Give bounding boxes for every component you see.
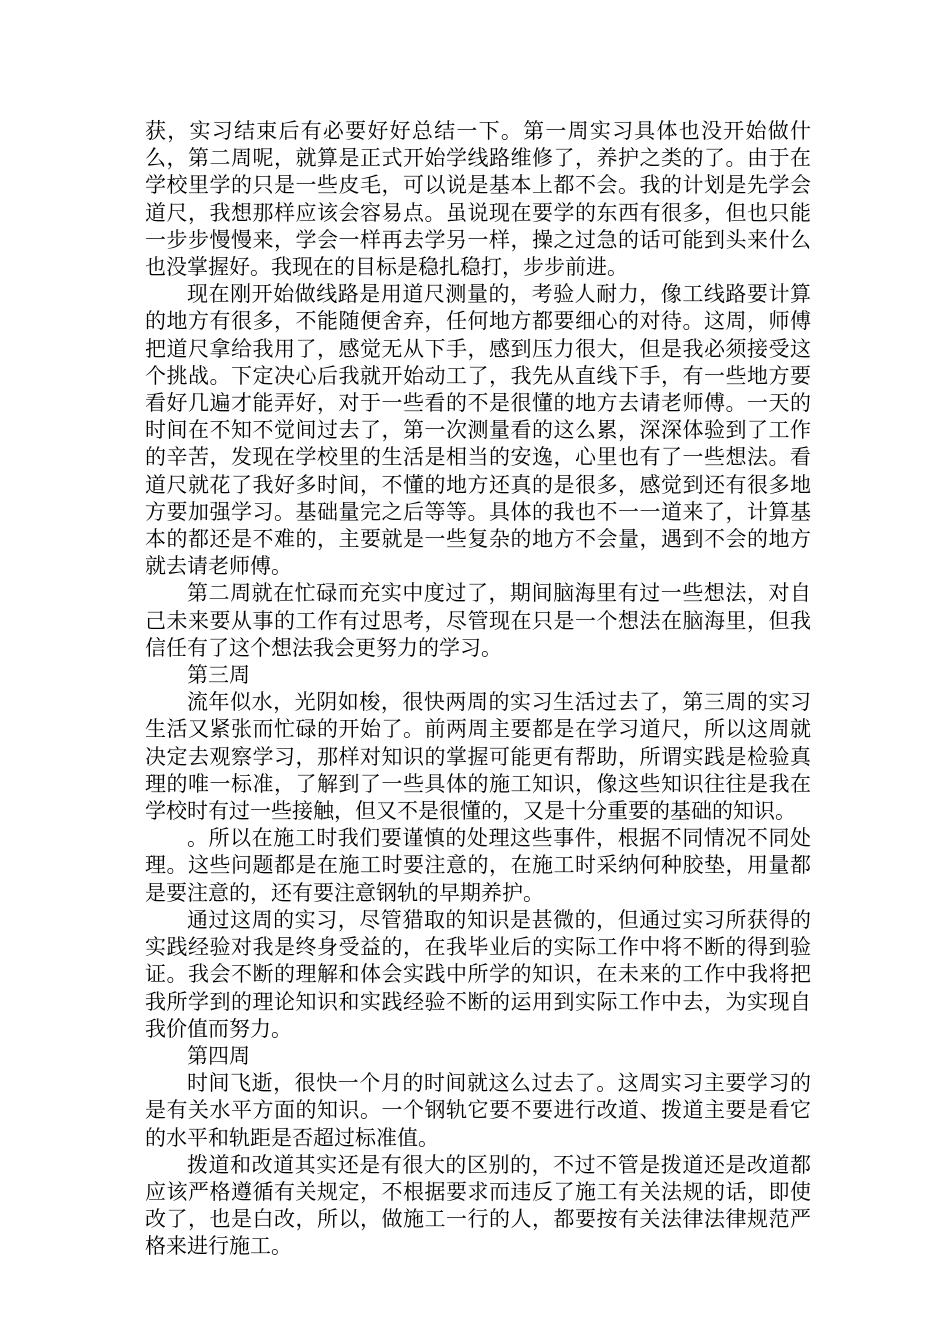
paragraph: 时间飞逝，很快一个月的时间就这么过去了。这周实习主要学习的是有关水平方面的知识。一个钢轨它要不要进行改道、拨道主要是看它的水平和轨距是否超过标准值。 (145, 1071, 811, 1150)
paragraph: 第二周就在忙碌而充实中度过了，期间脑海里有过一些想法，对自己未来要从事的工作有过思考，尽管现在只是一个想法在脑海里，但我信任有了这个想法我会更努力的学习。 (145, 581, 811, 660)
section-heading-week-3: 第三周 (187, 663, 250, 688)
paragraph: 拨道和改道其实还是有很大的区别的，不过不管是拨道还是改道都应该严格遵循有关规定，不根据要求而违反了施工有关法规的话，即使改了，也是白改，所以，做施工一行的人，都要按有关法律法律规范严格来进行施工。 (145, 1152, 811, 1259)
paragraph: 通过这周的实习，尽管猎取的知识是甚微的，但通过实习所获得的实践经验对我是终身受益的，在我毕业后的实际工作中将不断的得到验证。我会不断的理解和体会实践中所学的知识，在未来的工作中我将把我所学到的理论知识和实践经验不断的运用到实际工作中去，为实现自我价值而努力。 (145, 907, 811, 1041)
paragraph: 获，实习结束后有必要好好总结一下。第一周实习具体也没开始做什么，第二周呢，就算是正式开始学线路维修了，养护之类的了。由于在学校里学的只是一些皮毛，可以说是基本上都不会。我的计划是先学会道尺，我想那样应该会容易点。虽说现在要学的东西有很多，但也只能一步步慢慢来，学会一样再去学另一样，操之过急的话可能到头来什么也没掌握好。我现在的目标是稳扎稳打，步步前进。 (145, 119, 811, 280)
document-body (145, 118, 811, 1261)
paragraph: 。所以在施工时我们要谨慎的处理这些事件，根据不同情况不同处理。这些问题都是在施工时要注意的，在施工时采纳何种胶垫，用量都是要注意的，还有要注意钢轨的早期养护。 (145, 826, 811, 905)
paragraph: 流年似水，光阴如梭，很快两周的实习生活过去了，第三周的实习生活又紧张而忙碌的开始了。前两周主要都是在学习道尺，所以这周就决定去观察学习，那样对知识的掌握可能更有帮助，所谓实践是检验真理的唯一标准，了解到了一些具体的施工知识，像这些知识往往是我在学校时有过一些接触，但又不是很懂的，又是十分重要的基础的知识。 (145, 690, 811, 824)
paragraph: 现在刚开始做线路是用道尺测量的，考验人耐力，像工线路要计算的地方有很多，不能随便舍弃，任何地方都要细心的对待。这周，师傅把道尺拿给我用了，感觉无从下手，感到压力很大，但是我必须接受这个挑战。下定决心后我就开始动工了，我先从直线下手，有一些地方要看好几遍才能弄好，对于一些看的不是很懂的地方去请老师傅。一天的时间在不知不觉间过去了，第一次测量看的这么累，深深体验到了工作的辛苦，发现在学校里的生活是相当的安逸，心里也有了一些想法。看道尺就花了我好多时间，不懂的地方还真的是很多，感觉到还有很多地方要加强学习。基础量完之后等等。具体的我也不一一道来了，计算基本的都还是不难的，主要就是一些复杂的地方不会量，遇到不会的地方就去请老师傅。 (145, 282, 811, 579)
section-heading-week-4: 第四周 (187, 1043, 250, 1068)
